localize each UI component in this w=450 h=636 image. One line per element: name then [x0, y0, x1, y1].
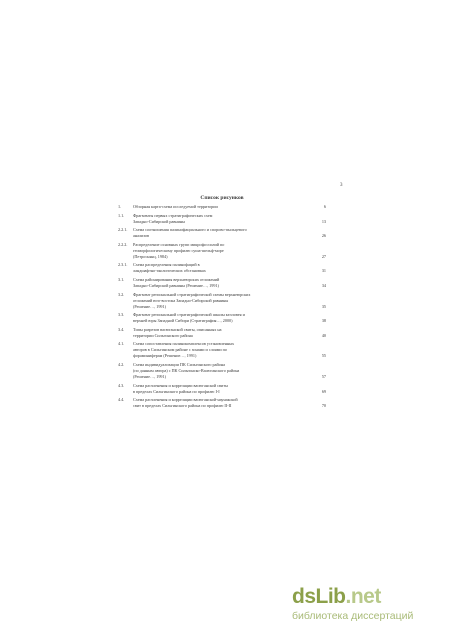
site-logo-name: dsLib: [292, 585, 346, 608]
figure-list-item: [118, 397, 326, 409]
figure-caption: [118, 227, 312, 239]
figure-page-number: 38: [321, 318, 326, 324]
figure-caption-line: Распределение основных групп микрофоссилий по: [133, 241, 225, 247]
figure-caption-line: геоморфологическому профилю суша-шельф-море: [133, 247, 224, 253]
figure-number: 4.4.: [118, 397, 125, 403]
figure-caption: [118, 312, 312, 324]
site-logo: [292, 586, 442, 608]
figure-number: 3.4.: [118, 326, 125, 332]
figure-caption: [118, 262, 312, 274]
figure-caption-line: (Решение…, 1991): [133, 373, 167, 379]
figure-page-number: 69: [321, 388, 326, 394]
figure-caption: [118, 277, 312, 289]
figure-list-item: [118, 262, 326, 274]
figure-page-number: 27: [321, 253, 326, 259]
figure-list-item: [118, 204, 326, 210]
figure-caption-line: (Решение…, 1991): [133, 303, 167, 309]
figure-caption-line: Западно-Сибирской равнины: [133, 218, 185, 224]
figure-caption-line: фораминиферам (Решение…, 1991): [133, 353, 197, 359]
figure-caption: [118, 204, 312, 210]
figure-caption-line: Фрагмент региональной стратиграфической шкалы келловея и: [133, 312, 245, 318]
figure-caption-line: отложений юго-востока Западно-Сибирской равнины: [133, 297, 229, 303]
figure-list-item: [118, 292, 326, 310]
figure-page-number: 34: [321, 282, 326, 288]
figure-caption-line: (по данным автора) с ПК Сильгинско-Васюганского района: [133, 367, 240, 373]
figure-list-item: [118, 213, 326, 225]
figure-list-item: [118, 312, 326, 324]
figure-number: 4.1.: [118, 341, 125, 347]
site-subtitle: библиотека диссертаций: [292, 610, 414, 622]
site-watermark: [292, 586, 442, 630]
figure-number: 4.3.: [118, 382, 125, 388]
figure-caption-line: территории Сильгинского района: [133, 332, 193, 338]
figure-list-title: Список рисунков: [200, 195, 244, 201]
figure-page-number: 26: [321, 233, 326, 239]
figure-caption-line: анализов: [133, 233, 150, 239]
figure-list-item: [118, 327, 326, 339]
figure-list-item: [118, 227, 326, 239]
figure-number: 2.3.1.: [118, 262, 128, 268]
figure-caption-line: Фрагмент региональной стратиграфической схемы верхнеюрских: [133, 291, 251, 297]
figure-list-item: [118, 383, 326, 395]
figure-page-number: 35: [321, 303, 326, 309]
figure-caption: [118, 383, 312, 395]
figure-caption-line: (Петросьянц, 1984): [133, 253, 168, 259]
figure-caption-line: Схема сопоставления палинокомплексов установленных: [133, 341, 235, 347]
figure-number: 2.2.2.: [118, 241, 128, 247]
figure-caption-line: Схема распределения палинофаций в: [133, 262, 200, 268]
site-logo-domain: .net: [345, 585, 381, 608]
figure-page-number: 31: [321, 268, 326, 274]
figure-caption-line: верхней юры Западной Сибири (Стратиграфия…, 2000): [133, 318, 233, 324]
figure-caption-line: Схема расчленения и корреляции васюганской-наунакской: [133, 397, 238, 403]
figure-caption-line: авторов в Сильгинском районе с зонами и слоями по: [133, 347, 228, 353]
figure-list: [118, 195, 326, 412]
figure-caption: [118, 213, 312, 225]
figure-page-number: 40: [321, 332, 326, 338]
figure-caption: [118, 397, 312, 409]
figure-page-number: 57: [321, 373, 326, 379]
figure-list-item: [118, 242, 326, 260]
figure-caption-line: Фрагменты первых стратиграфических схем: [133, 212, 213, 218]
figure-caption: [118, 327, 312, 339]
figure-number: 3.3.: [118, 312, 125, 318]
figure-list-item: [118, 277, 326, 289]
figure-caption: [118, 242, 312, 260]
figure-caption: [118, 292, 312, 310]
figure-number: 4.2.: [118, 361, 125, 367]
figure-caption-line: Западно-Сибирской равнины (Решение…, 1991): [133, 282, 219, 288]
figure-caption: [118, 341, 312, 359]
figure-caption-line: свит в пределах Сильгинского района по профилю II-II: [133, 403, 232, 409]
figure-number: 1.1.: [118, 212, 125, 218]
figure-page-number: 13: [321, 218, 326, 224]
figure-number: 1.: [118, 204, 122, 209]
page-number: 3: [340, 183, 343, 188]
figure-caption-line: Типы разрезов васюганской свиты, описанных на: [133, 326, 222, 332]
figure-page-number: 6: [323, 204, 326, 209]
figure-caption-line: ландшафтно-экологических обстановках: [133, 268, 206, 274]
figure-caption-line: Схема расчленения и корреляции васюганской свиты: [133, 382, 228, 388]
figure-list-entries: [118, 204, 326, 409]
figure-number: 3.2.: [118, 291, 125, 297]
figure-page-number: 70: [321, 403, 326, 409]
figure-caption-line: в пределах Сильгинского района по профилю I-I: [133, 388, 220, 394]
figure-page-number: 55: [321, 353, 326, 359]
figure-caption-line: Схема индивидуализации ПК Сильгинского района: [133, 361, 225, 367]
figure-caption-line: Схема районирования верхнеюрских отложений: [133, 276, 220, 282]
figure-caption-line: Обзорная карта-схема исследуемой территории: [133, 204, 218, 209]
figure-number: 3.1.: [118, 276, 125, 282]
figure-number: 2.2.1.: [118, 227, 128, 233]
figure-list-item: [118, 362, 326, 380]
figure-caption-line: Схема соотношения палинофациального и спорово-пыльцевого: [133, 227, 247, 233]
figure-caption: [118, 362, 312, 380]
figure-list-item: [118, 341, 326, 359]
